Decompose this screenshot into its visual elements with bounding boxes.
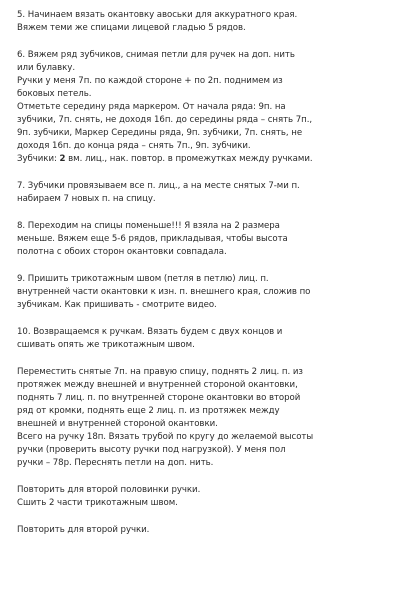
- text-line: внутренней части окантовки к изн. п. внешнего края, сложив по: [17, 287, 311, 297]
- text-line: 6. Вяжем ряд зубчиков, снимая петли для ручек на доп. нить: [17, 50, 295, 60]
- text-line: боковых петель.: [17, 89, 92, 99]
- text-line: Вяжем теми же спицами лицевой гладью 5 рядов.: [17, 23, 246, 33]
- paragraph-move-stitches: [17, 366, 397, 470]
- text-line: ручки – 78р. Переснять петли на доп. нить.: [17, 458, 214, 468]
- text-line: Переместить снятые 7п. на правую спицу, поднять 2 лиц. п. из: [17, 367, 303, 377]
- text-line: доходя 16п. до конца ряда – снять 7п., 9п. зубчики.: [17, 141, 251, 151]
- step-8: [17, 220, 397, 259]
- text-line: набираем 7 новых п. на спицу.: [17, 194, 156, 204]
- text-line: зубчикам. Как пришивать - смотрите видео.: [17, 300, 217, 310]
- text-line: Всего на ручку 18п. Вязать трубой по кругу до желаемой высоты: [17, 432, 314, 442]
- text-line: внешней и внутренней стороной окантовки.: [17, 419, 218, 429]
- text-line: сшивать опять же трикотажным швом.: [17, 340, 195, 350]
- text-line: Повторить для второй половинки ручки.: [17, 485, 201, 495]
- text-line: Сшить 2 части трикотажным швом.: [17, 498, 178, 508]
- text-line: Повторить для второй ручки.: [17, 525, 150, 535]
- text-line: или булавку.: [17, 63, 76, 73]
- step-10: [17, 326, 397, 352]
- text-line: 9п. зубчики, Маркер Середины ряда, 9п. зубчики, 7п. снять, не: [17, 128, 303, 138]
- text-line: протяжек между внешней и внутренней стороной окантовки,: [17, 380, 298, 390]
- text-fragment: вм. лиц., нак. повтор. в промежутках между ручками.: [65, 154, 313, 164]
- step-5: [17, 9, 397, 35]
- step-6: [17, 49, 397, 166]
- text-line: 7. Зубчики провязываем все п. лиц., а на месте снятых 7-ми п.: [17, 181, 300, 191]
- text-line: 10. Возвращаемся к ручкам. Вязать будем с двух концов и: [17, 327, 283, 337]
- text-line: меньше. Вяжем еще 5-6 рядов, прикладывая, чтобы высота: [17, 234, 288, 244]
- text-line: полотна с обоих сторон окантовки совпадала.: [17, 247, 227, 257]
- text-line: Отметьте середину ряда маркером. От начала ряда: 9п. на: [17, 102, 286, 112]
- step-7: [17, 180, 397, 206]
- paragraph-repeat-half: [17, 484, 397, 510]
- bold-number: 2: [59, 154, 66, 164]
- text-line: поднять 7 лиц. п. по внутренней стороне окантовки во второй: [17, 393, 301, 403]
- text-line: 8. Переходим на спицы поменьше!!! Я взяла на 2 размера: [17, 221, 280, 231]
- text-fragment: Зубчики:: [17, 154, 60, 164]
- text-line: ручки (проверить высоту ручки под нагрузкой). У меня пол: [17, 445, 286, 455]
- text-line: [17, 153, 397, 166]
- text-line: Ручки у меня 7п. по каждой стороне + по 2п. поднимем из: [17, 76, 283, 86]
- text-line: 5. Начинаем вязать окантовку авоськи для аккуратного края.: [17, 10, 298, 20]
- text-line: зубчики, 7п. снять, не доходя 16п. до середины ряда – снять 7п.,: [17, 115, 313, 125]
- paragraph-repeat-handle: [17, 524, 397, 537]
- text-line: 9. Пришить трикотажным швом (петля в петлю) лиц. п.: [17, 274, 269, 284]
- step-9: [17, 273, 397, 312]
- text-line: ряд от кромки, поднять еще 2 лиц. п. из протяжек между: [17, 406, 280, 416]
